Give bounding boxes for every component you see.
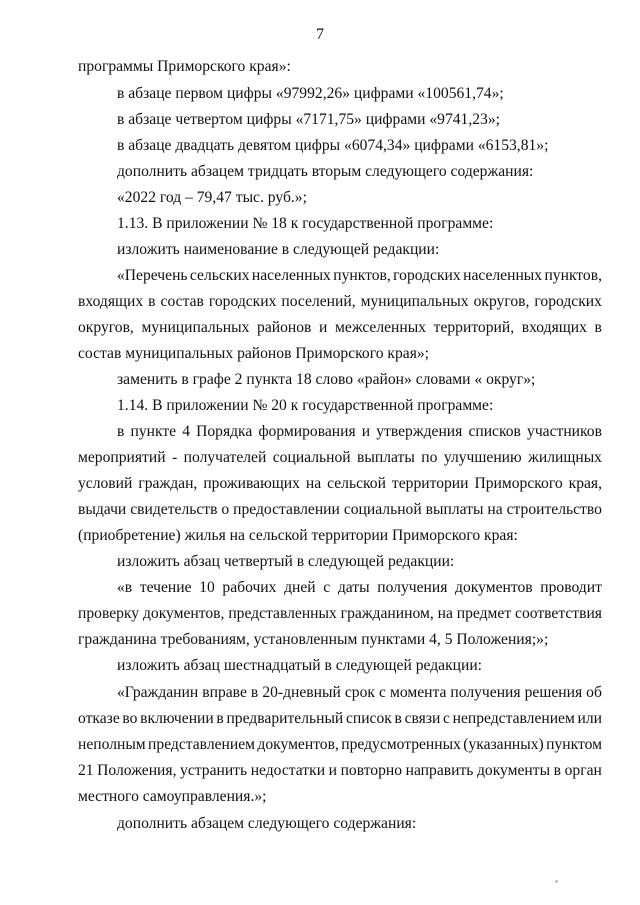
word: на [487, 501, 503, 518]
text-line: местного самоуправления.»; [78, 788, 267, 805]
word: проводит [540, 579, 602, 596]
word: непредставлением [452, 710, 575, 727]
word: 20-дневный [262, 684, 341, 701]
word: городских [534, 293, 602, 310]
word: и [328, 762, 337, 779]
text-line: в абзаце первом цифры «97992,26» цифрами «100561,74»; [117, 85, 504, 102]
word: неполным [78, 736, 146, 753]
word: муниципальных [141, 319, 250, 336]
word: «Перечень [117, 267, 188, 284]
word: включении [140, 710, 214, 727]
word: Порядка [196, 423, 253, 440]
word: входящих [78, 293, 144, 310]
word: строительство [506, 501, 602, 518]
word: предварительный [226, 710, 344, 727]
word: документов [455, 579, 533, 596]
word: «Гражданин [117, 684, 199, 701]
word: округов, [78, 319, 134, 336]
word: получения [450, 684, 521, 701]
word: 21 [78, 762, 94, 779]
text-line [117, 423, 602, 441]
word: список [345, 710, 392, 727]
word: в [250, 684, 259, 701]
word: на [305, 475, 322, 492]
word: территорий, [433, 319, 515, 336]
word: свидетельств [130, 501, 218, 518]
word: документов, [257, 736, 339, 753]
word: выплаты [357, 449, 415, 466]
word: списков [468, 423, 521, 440]
word: в [117, 423, 125, 440]
word: по [421, 449, 438, 466]
scan-speck [555, 880, 558, 883]
word: устранить [180, 762, 248, 779]
text-line [117, 684, 602, 702]
word: момента [389, 684, 447, 701]
text-line: изложить абзац шестнадцатый в следующей редакции: [117, 657, 483, 674]
word: пунктом [546, 736, 602, 753]
word: городских [208, 293, 277, 310]
word: выдачи [78, 501, 127, 518]
text-line [117, 267, 602, 285]
text-line: состав муниципальных районов Приморского края»; [78, 345, 430, 362]
text-line: в абзаце двадцать девятом цифры «6074,34» цифрами «6153,81»; [117, 137, 549, 154]
text-line: изложить наименование в следующей редакции: [117, 241, 440, 258]
text-line [78, 762, 602, 780]
word: сельских [189, 267, 250, 284]
word: представленных [228, 605, 337, 622]
word: мероприятий [78, 449, 166, 466]
word: состав [160, 293, 204, 310]
word: городских [393, 267, 461, 284]
word: участников [527, 423, 602, 440]
word: населенных [251, 267, 331, 284]
word: документы [476, 762, 551, 779]
word: решения [524, 684, 583, 701]
word: повторно [340, 762, 403, 779]
word: округов, [473, 293, 530, 310]
word: соответствия [515, 605, 602, 622]
word: на [437, 605, 453, 622]
word: в [148, 293, 156, 310]
text-line: программы Приморского края»: [78, 58, 291, 75]
page-number: 7 [316, 26, 324, 43]
text-line: изложить абзац четвертый в следующей редакции: [117, 553, 455, 570]
word: гражданином, [340, 605, 434, 622]
word: «в [117, 579, 133, 596]
word: входящих [521, 319, 587, 336]
text-line [78, 319, 602, 337]
text-line: гражданина требованиям, установленным пунктами 4, 5 Положения;»; [78, 631, 549, 648]
word: с [323, 579, 331, 596]
word: о [221, 501, 230, 518]
word: выплаты [425, 501, 484, 518]
word: жилищных [528, 449, 602, 466]
word: пункте [130, 423, 177, 440]
text-line: (приобретение) жилья на сельской территории Приморского края: [78, 527, 518, 544]
word: вправе [202, 684, 247, 701]
word: во [122, 710, 138, 727]
word: представлением [148, 736, 256, 753]
word: районов [257, 319, 312, 336]
text-line [78, 501, 602, 519]
word: или [577, 710, 602, 727]
word: проживающих [203, 475, 300, 492]
word: поселений, [281, 293, 356, 310]
word: об [586, 684, 602, 701]
word: недостатки [250, 762, 326, 779]
word: муниципальных [360, 293, 469, 310]
word: течение [139, 579, 192, 596]
word: социальной [343, 501, 422, 518]
word: в [216, 710, 224, 727]
word: даты [337, 579, 370, 596]
text-line: заменить в графе 2 пункта 18 слово «район» словами « округ»; [117, 371, 536, 388]
word: орган [564, 762, 602, 779]
word: документов, [142, 605, 225, 622]
word: населенных [463, 267, 543, 284]
word: направить [405, 762, 474, 779]
word: межселенных [335, 319, 427, 336]
text-line [78, 475, 602, 493]
word: социальной [272, 449, 351, 466]
word: срок [344, 684, 375, 701]
word: края, [568, 475, 602, 492]
word: утверждения [376, 423, 463, 440]
word: - [172, 449, 178, 466]
word: получения [377, 579, 448, 596]
word: (указанных) [463, 736, 544, 753]
text-line: дополнить абзацем тридцать вторым следующего содержания: [117, 163, 534, 180]
word: дней [284, 579, 316, 596]
text-line: 1.13. В приложении № 18 к государственной программе: [117, 215, 494, 232]
word: 4 [182, 423, 190, 440]
word: сельской [327, 475, 386, 492]
text-line [78, 449, 602, 467]
word: отказе [78, 710, 120, 727]
word: и [361, 423, 371, 440]
word: проверку [78, 605, 140, 622]
word: Положения, [97, 762, 177, 779]
word: с [443, 710, 450, 727]
word: предоставлении [233, 501, 340, 518]
word: пунктов, [333, 267, 391, 284]
word: предусмотренных [341, 736, 461, 753]
text-line: дополнить абзацем следующего содержания: [117, 815, 417, 832]
word: с [379, 684, 386, 701]
word: 10 [199, 579, 215, 596]
text-line [78, 293, 602, 311]
word: пунктов, [544, 267, 602, 284]
text-line: в абзаце четвертом цифры «7171,75» цифрами «9741,23»; [117, 111, 500, 128]
word: связи [404, 710, 441, 727]
word: граждан, [138, 475, 198, 492]
word: получателей [183, 449, 267, 466]
word: в [553, 762, 562, 779]
text-line: «2022 год – 79,47 тыс. руб.»; [117, 189, 307, 206]
word: территории [391, 475, 469, 492]
word: формирования [258, 423, 356, 440]
word: условий [78, 475, 133, 492]
text-line: 1.14. В приложении № 20 к государственной программе: [117, 397, 494, 414]
word: в [594, 319, 602, 336]
text-line [78, 605, 602, 623]
word: улучшению [443, 449, 522, 466]
text-line [78, 710, 602, 728]
word: Приморского [474, 475, 563, 492]
word: рабочих [222, 579, 277, 596]
text-line [78, 736, 602, 754]
word: и [319, 319, 328, 336]
text-line [117, 579, 602, 597]
word: в [394, 710, 402, 727]
word: предмет [456, 605, 512, 622]
